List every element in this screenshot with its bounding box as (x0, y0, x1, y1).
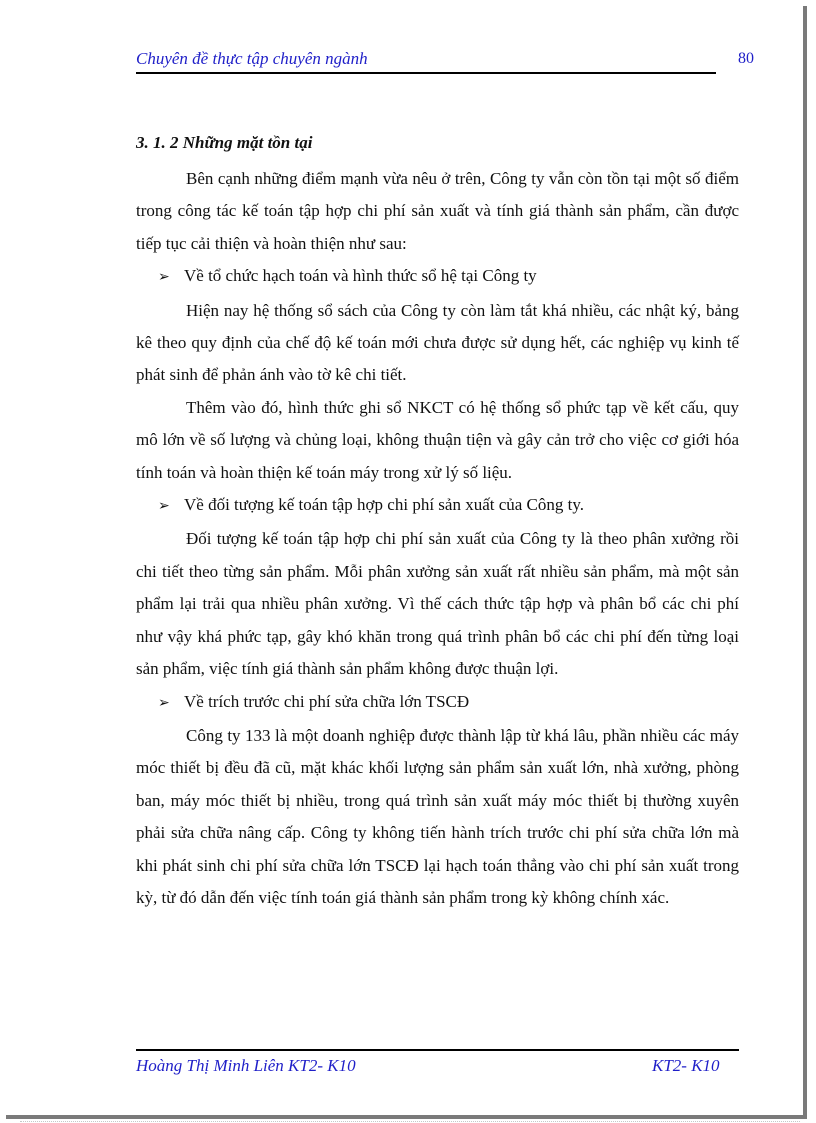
page-number: 80 (738, 50, 754, 67)
page-shadow-bottom (6, 1115, 807, 1119)
bullet-title-3: Về trích trước chi phí sửa chữa lớn TSCĐ (184, 691, 470, 711)
footer-rule (136, 1049, 739, 1051)
bullet-title-2: Về đối tượng kế toán tập hợp chi phí sản xuất của Công ty. (184, 495, 585, 515)
arrow-bullet-icon: ➢ (158, 695, 170, 711)
bullet-item-2 (136, 489, 739, 523)
intro-paragraph: Bên cạnh những điểm mạnh vừa nêu ở trên, Công ty vẫn còn tồn tại một số điểm trong công tác kế toán tập hợp chi phí sản xuất và tính giá thành sản phẩm, cần được tiếp tục cải thiện và hoàn thiện như sau: (136, 169, 739, 253)
running-header-title: Chuyên đề thực tập chuyên ngành (136, 49, 368, 68)
page-edge (20, 1121, 800, 1122)
paragraph-3-1: Công ty 133 là một doanh nghiệp được thành lập từ khá lâu, phần nhiều các máy móc thiết bị đều đã cũ, mặt khác khối lượng sản phẩm sản xuất lớn, nhà xưởng, phòng ban, máy móc thiết bị nhiều, trong quá trình sản xuất máy móc thiết bị thường xuyên phải sửa chữa nâng cấp. Công ty không tiến hành trích trước chi phí sửa chữa lớn mà khi phát sinh chi phí sửa chữa lớn TSCĐ lại hạch toán thẳng vào chi phí sản xuất trong kỳ, từ đó dẫn đến việc tính toán giá thành sản phẩm trong kỳ không chính xác. (136, 725, 739, 907)
page-shadow-right (803, 6, 807, 1118)
section-heading: 3. 1. 2 Những mặt tồn tại (136, 133, 313, 152)
page-body (136, 130, 739, 914)
paragraph-1-1: Hiện nay hệ thống sổ sách của Công ty còn làm tắt khá nhiều, các nhật ký, bảng kê theo quy định của chế độ kế toán mới chưa được sử dụng hết, các nghiệp vụ kinh tế phát sinh để phản ánh vào tờ kê chi tiết. (136, 300, 739, 385)
footer-author: Hoàng Thị Minh Liên KT2- K10 (136, 1056, 356, 1075)
paragraph-2-1: Đối tượng kế toán tập hợp chi phí sản xuất của Công ty là theo phân xưởng rồi chi tiết theo từng sản phẩm. Mỗi phân xưởng sản xuất rất nhiều sản phẩm, mà một sản phẩm lại trải qua nhiều phân xưởng. Vì thế cách thức tập hợp và phân bổ các chi phí như vậy khá phức tạp, gây khó khăn trong quá trình phân bổ các chi phí đến từng loại sản phẩm, việc tính giá thành sản phẩm không được thuận lợi. (136, 529, 739, 679)
bullet-item-3 (136, 686, 739, 720)
arrow-bullet-icon: ➢ (158, 270, 170, 286)
footer-class: KT2- K10 (652, 1056, 720, 1075)
header-rule (136, 72, 716, 74)
arrow-bullet-icon: ➢ (158, 499, 170, 515)
bullet-title-1: Về tổ chức hạch toán và hình thức sổ hệ tại Công ty (184, 266, 537, 286)
bullet-item-1 (136, 260, 739, 294)
paragraph-1-2: Thêm vào đó, hình thức ghi sổ NKCT có hệ thống sổ phức tạp về kết cấu, quy mô lớn về số lượng và chủng loại, không thuận tiện và gây cản trở cho việc cơ giới hóa tính toán và hoàn thiện kế toán máy trong xử lý số liệu. (136, 397, 739, 482)
